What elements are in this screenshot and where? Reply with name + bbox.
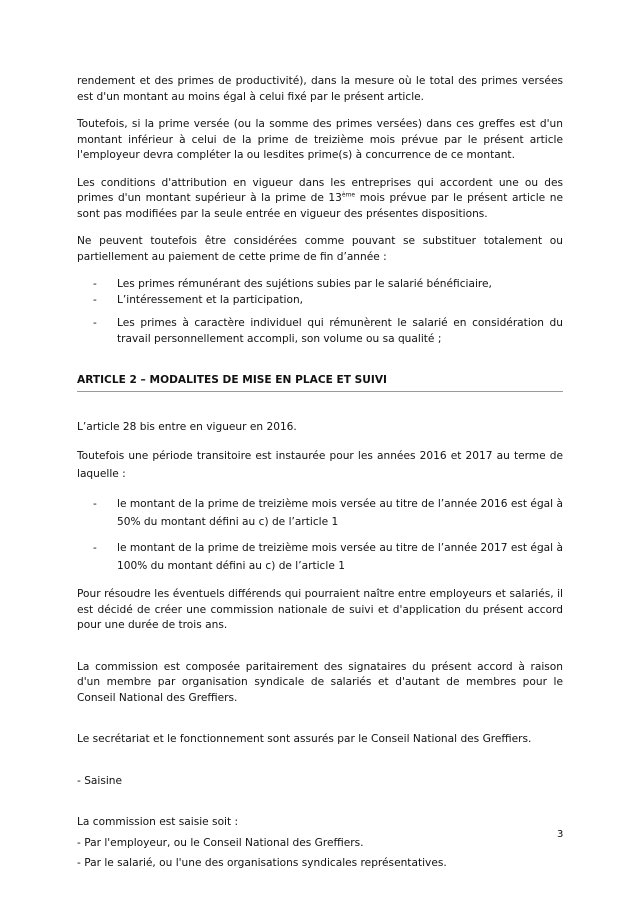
paragraph-commission-creation: Pour résoudre les éventuels différends qui pourraient naître entre employeurs et salariés, il est décidé de créer une commission nationale de suivi et d'application du présent accord pour une durée de trois ans.	[77, 588, 563, 631]
list-item	[77, 277, 563, 293]
list-item	[77, 495, 563, 531]
article-2-heading: ARTICLE 2 – MODALITES DE MISE EN PLACE ET SUIVI	[77, 373, 563, 392]
paragraph-par-employeur: - Par l'employeur, ou le Conseil National des Greffiers.	[77, 836, 364, 849]
list-item-text: L’intéressement et la participation,	[117, 293, 304, 306]
paragraph-primes-rendement: rendement et des primes de productivité), dans la mesure où le total des primes versées est d'un montant au moins égal à celui fixé par le présent article.	[77, 75, 563, 103]
list-dash: -	[93, 317, 97, 329]
paragraph-saisine: - Saisine	[77, 774, 123, 787]
paragraph-secretariat: Le secrétariat et le fonctionnement sont assurés par le Conseil National des Greffiers.	[77, 733, 532, 745]
list-dash: -	[93, 498, 97, 510]
paragraph-entree-vigueur: L’article 28 bis entre en vigueur en 2016.	[77, 420, 297, 433]
exclusions-list	[77, 277, 563, 347]
list-item-text: Les primes à caractère individuel qui rémunèrent le salarié en considération du travail personnellement accompli, son volume ou sa qualité ;	[117, 317, 563, 345]
paragraph-commission-composition: La commission est composée paritairement des signataires du présent accord à raison d'un membre par organisation syndicale de salariés et d'autant de membres pour le Conseil National des Greffiers.	[77, 660, 563, 704]
list-dash: -	[93, 293, 97, 306]
page-number: 3	[557, 829, 564, 840]
list-item-text: le montant de la prime de treizième mois versée au titre de l’année 2017 est égal à 100% du montant défini au c) de l’article 1	[117, 542, 563, 572]
paragraph-conditions-part-a: Les conditions d'attribution en vigueur dans les entreprises qui accordent une ou des primes d'un montant supérieur à la prime de 13	[77, 176, 563, 204]
document-page	[77, 74, 563, 876]
transition-list	[77, 495, 563, 575]
list-dash: -	[93, 278, 97, 290]
superscript-eme: ème	[341, 191, 356, 199]
list-item	[77, 293, 563, 309]
list-dash: -	[93, 542, 97, 554]
list-item	[77, 316, 563, 347]
paragraph-conditions-part-b: mois prévue par le présent article ne sont pas modifiées par la seule entrée en vigueur des présentes dispositions.	[77, 192, 563, 220]
list-item	[77, 539, 563, 575]
paragraph-commission-saisie: La commission est saisie soit :	[77, 816, 239, 828]
paragraph-periode-transitoire: Toutefois une période transitoire est instaurée pour les années 2016 et 2017 au terme de laquelle :	[77, 450, 563, 480]
list-item-text: Les primes rémunérant des sujétions subies par le salarié bénéficiaire,	[117, 278, 492, 290]
paragraph-conditions-attribution	[77, 176, 563, 223]
paragraph-ne-peuvent: Ne peuvent toutefois être considérées comme pouvant se substituer totalement ou partiellement au paiement de cette prime de fin d’année :	[77, 235, 563, 263]
list-item-text: le montant de la prime de treizième mois versée au titre de l’année 2016 est égal à 50% du montant défini au c) de l’article 1	[117, 498, 563, 528]
paragraph-par-salarie: - Par le salarié, ou l'une des organisations syndicales représentatives.	[77, 857, 447, 869]
paragraph-prime-inferieure: Toutefois, si la prime versée (ou la somme des primes versées) dans ces greffes est d'un montant inférieur à celui de la prime de treizième mois prévue par le présent article l'employeur devra compléter la ou lesdites prime(s) à concurrence de ce montant.	[77, 118, 563, 161]
